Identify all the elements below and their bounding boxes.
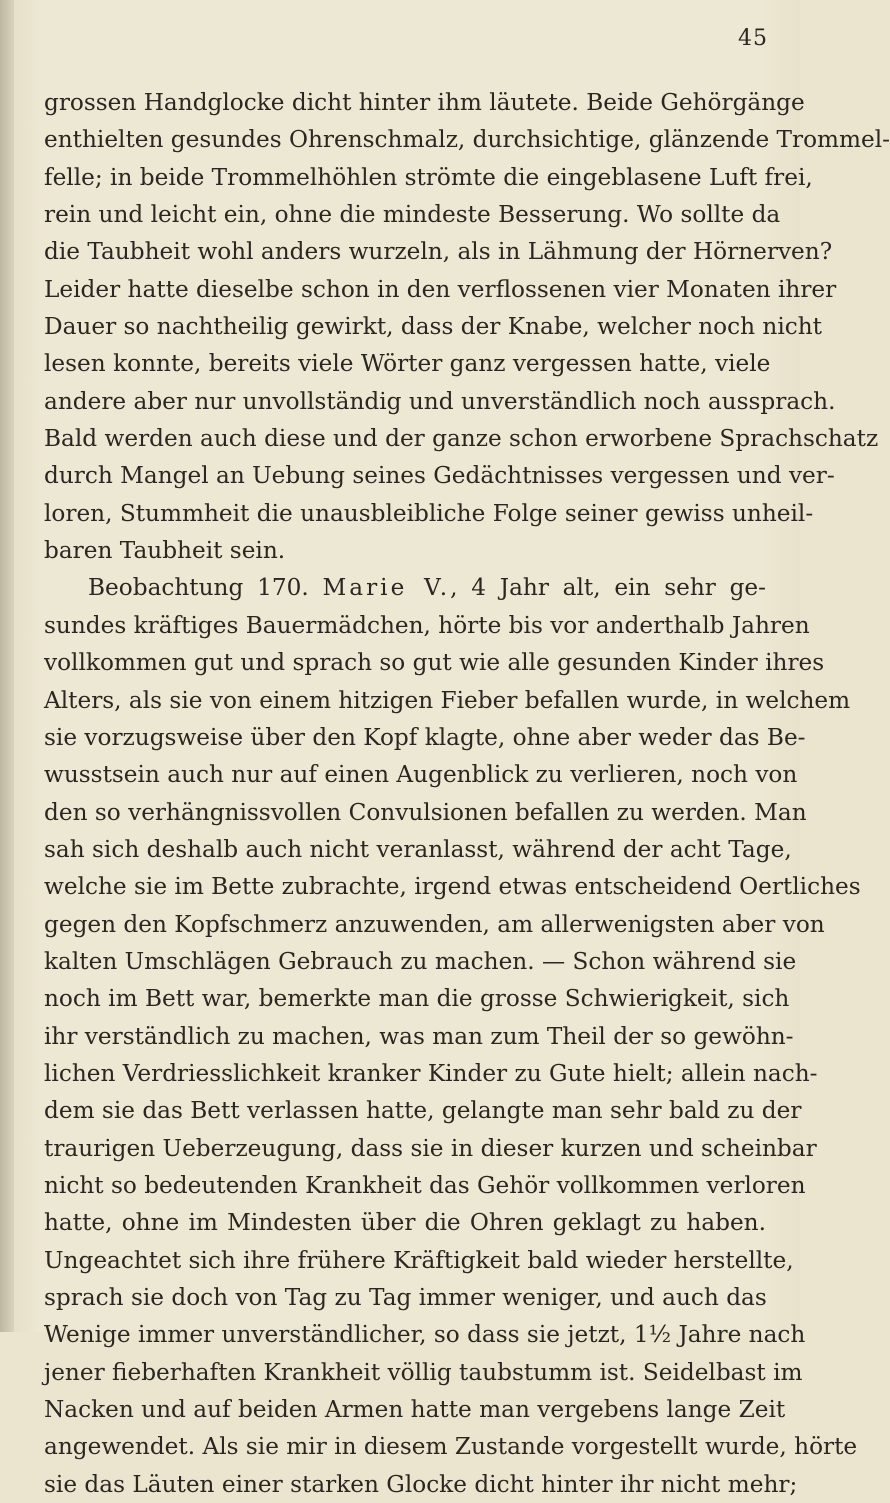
page-number: 45 (738, 26, 768, 51)
binding-gutter (0, 0, 14, 1332)
text-line: Bald werden auch diese und der ganze schon erworbene Sprachschatz (44, 425, 879, 453)
text-line: felle; in beide Trommelhöhlen strömte die eingeblasene Luft frei, (44, 163, 813, 191)
observation-heading-line (44, 569, 766, 606)
text-line: Ungeachtet sich ihre frühere Kräftigkeit bald wieder herstellte, (44, 1246, 794, 1274)
text-line: durch Mangel an Uebung seines Gedächtnisses vergessen und ver- (44, 462, 835, 490)
text-line: sah sich deshalb auch nicht veranlasst, während der acht Tage, (44, 835, 792, 863)
text-line: angewendet. Als sie mir in diesem Zustande vorgestellt wurde, hörte (44, 1433, 858, 1461)
text-line: lesen konnte, bereits viele Wörter ganz vergessen hatte, viele (44, 350, 771, 378)
body-text (44, 84, 890, 1503)
text-line: andere aber nur unvollständig und unverständlich noch aussprach. (44, 387, 836, 415)
text-line: loren, Stummheit die unausbleibliche Folge seiner gewiss unheil- (44, 499, 814, 527)
text-line: die Taubheit wohl anders wurzeln, als in Lähmung der Hörnerven? (44, 238, 833, 266)
text-line: baren Taubheit sein. (44, 537, 286, 565)
text-line: traurigen Ueberzeugung, dass sie in dieser kurzen und scheinbar (44, 1134, 817, 1162)
text-line: gegen den Kopfschmerz anzuwenden, am allerwenigsten aber von (44, 910, 825, 938)
text-line: ihr verständlich zu machen, was man zum Theil der so gewöhn- (44, 1022, 794, 1050)
text-line: Leider hatte dieselbe schon in den verflossenen vier Monaten ihrer (44, 275, 837, 303)
text-line: rein und leicht ein, ohne die mindeste Besserung. Wo sollte da (44, 201, 781, 229)
text-line: sprach sie doch von Tag zu Tag immer weniger, und auch das (44, 1284, 767, 1311)
text-line: sundes kräftiges Bauermädchen, hörte bis vor anderthalb Jahren (44, 611, 810, 639)
text-line: wusstsein auch nur auf einen Augenblick zu verlieren, noch von (44, 761, 798, 789)
text-line: sie das Läuten einer starken Glocke dicht hinter ihr nicht mehr; (44, 1470, 798, 1498)
text-line: dem sie das Bett verlassen hatte, gelangte man sehr bald zu der (44, 1097, 802, 1125)
text-line: welche sie im Bette zubrachte, irgend etwas entscheidend Oertliches (44, 873, 861, 901)
text-line: Wenige immer unverständlicher, so dass sie jetzt, 1½ Jahre nach (44, 1321, 806, 1349)
text-line: hatte, ohne im Mindesten über die Ohren geklagt zu haben. (44, 1209, 766, 1237)
text-line: enthielten gesundes Ohrenschmalz, durchsichtige, glänzende Trommel- (44, 126, 890, 154)
text-line: lichen Verdriesslichkeit kranker Kinder zu Gute hielt; allein nach- (44, 1059, 818, 1087)
observation-intro: Beobachtung 170. (88, 574, 309, 602)
text-line: kalten Umschlägen Gebrauch zu machen. — Schon während sie (44, 947, 797, 975)
text-line: Dauer so nachtheilig gewirkt, dass der Knabe, welcher noch nicht (44, 313, 822, 341)
text-line: Nacken und auf beiden Armen hatte man vergebens lange Zeit (44, 1396, 786, 1424)
text-line: grossen Handglocke dicht hinter ihm läutete. Beide Gehörgänge (44, 89, 805, 116)
text-line: den so verhängnissvollen Convulsionen befallen zu werden. Man (44, 798, 807, 826)
text-line: nicht so bedeutenden Krankheit das Gehör vollkommen verloren (44, 1171, 806, 1199)
text-line: Alters, als sie von einem hitzigen Fieber befallen wurde, in welchem (44, 686, 851, 714)
text-line: vollkommen gut und sprach so gut wie alle gesunden Kinder ihres (44, 649, 825, 677)
patient-name: Marie V. (322, 574, 451, 602)
text-line: sie vorzugsweise über den Kopf klagte, ohne aber weder das Be- (44, 723, 806, 751)
observation-rest: , 4 Jahr alt, ein sehr ge- (450, 574, 766, 602)
text-line: jener fieberhaften Krankheit völlig taubstumm ist. Seidelbast im (44, 1358, 803, 1386)
text-line: noch im Bett war, bemerkte man die grosse Schwierigkeit, sich (44, 985, 790, 1013)
